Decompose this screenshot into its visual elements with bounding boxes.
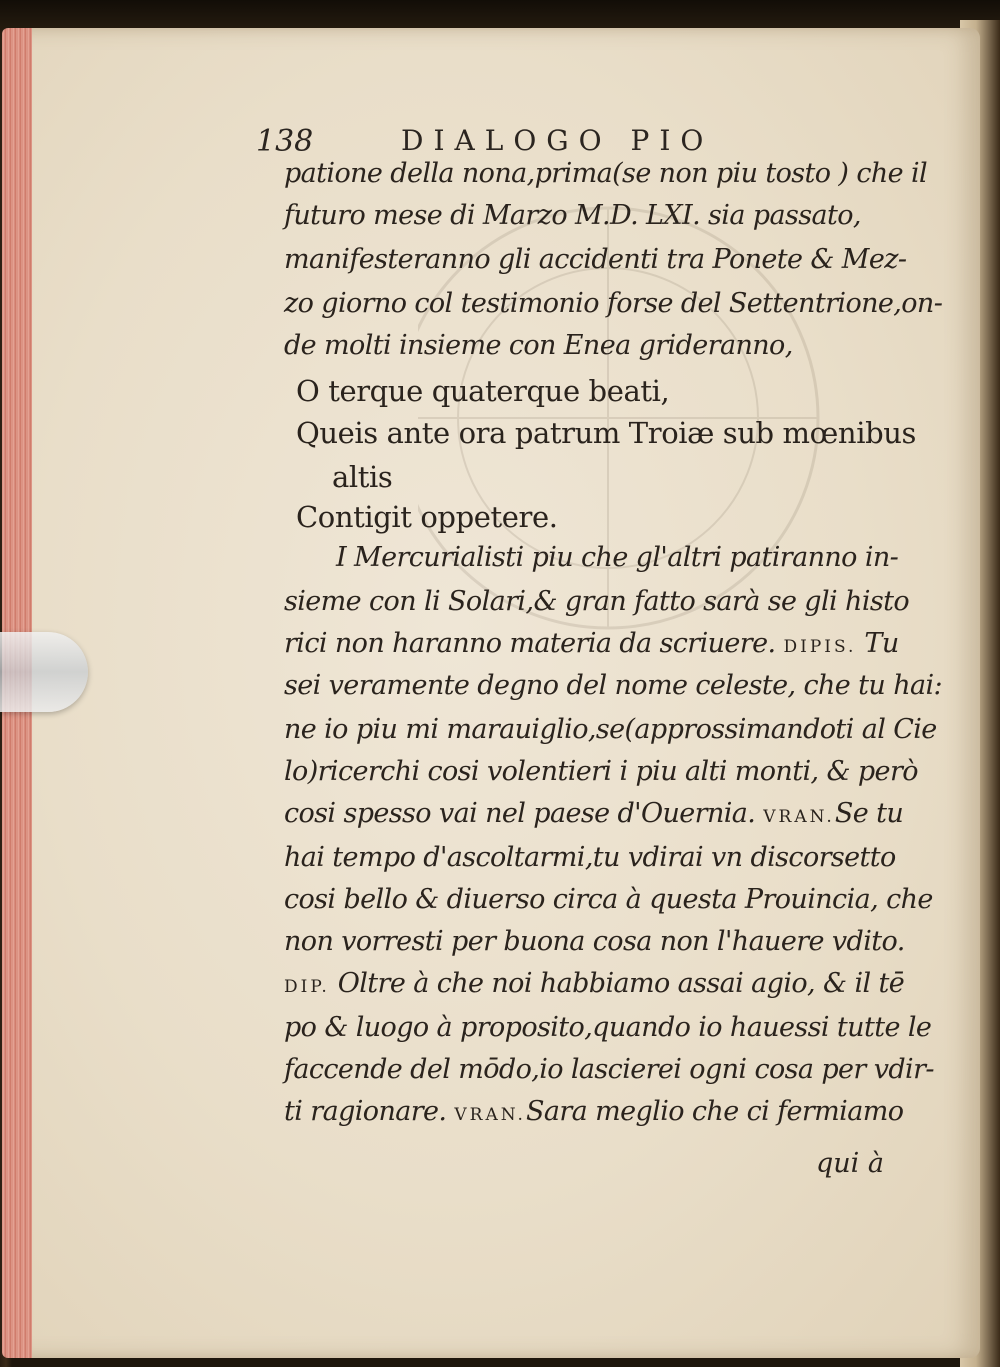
text-line [284, 1054, 934, 1085]
text-line [284, 244, 906, 275]
text-run: sei veramente degno del nome celeste, che tu hai: [284, 670, 943, 701]
text-line [284, 714, 937, 745]
speaker-label: DIPIS. [783, 637, 857, 657]
text-run: zo giorno col testimonio forse del Settentrione,on- [284, 288, 943, 319]
text-line [284, 756, 918, 787]
text-line [284, 798, 903, 829]
speaker-label: DIP. [284, 977, 330, 997]
text-line [284, 330, 793, 361]
text-run: I Mercurialisti piu che gl'altri patiranno in- [336, 542, 899, 573]
text-run: cosi spesso vai nel paese d'Ouernia. [284, 798, 764, 829]
speaker-label: VRAN. [454, 1105, 526, 1125]
text-line [284, 884, 933, 915]
text-run: Contigit oppetere. [296, 500, 558, 534]
text-run: Se tu [834, 798, 904, 829]
text-run: lo)ricerchi cosi volentieri i piu alti monti, & però [284, 756, 918, 787]
text-run: Queis ante ora patrum Troiæ sub mœnibus [296, 416, 916, 450]
running-title: DIALOGO PIO [401, 124, 714, 157]
text-line [284, 926, 905, 957]
text-run: altis [332, 460, 393, 494]
text-run: ti ragionare. [284, 1096, 455, 1127]
text-run: patione della nona,prima(se non piu tosto ) che il [284, 158, 928, 189]
text-run: po & luogo à proposito,quando io hauessi tutte le [284, 1012, 932, 1043]
text-run: futuro mese di Marzo M.D. LXI. sia passato, [284, 200, 861, 231]
text-run: cosi bello & diuerso circa à questa Prouincia, che [284, 884, 933, 915]
text-run: Sara meglio che ci fermiamo [525, 1096, 904, 1127]
text-line [284, 288, 942, 319]
text-line [284, 586, 909, 617]
text-run: O terque quaterque beati, [296, 374, 670, 408]
text-run: hai tempo d'ascoltarmi,tu vdirai vn discorsetto [284, 842, 896, 873]
text-run: non vorresti per buona cosa non l'hauere vdito. [284, 926, 905, 957]
text-line [284, 968, 904, 999]
text-line [332, 460, 392, 494]
text-line [284, 1096, 903, 1127]
text-run: de molti insieme con Enea grideranno, [284, 330, 793, 361]
text-line [284, 628, 899, 659]
text-line [284, 1012, 931, 1043]
text-line [296, 500, 558, 534]
text-run: rici non haranno materia da scriuere. [284, 628, 784, 659]
text-run: Tu [856, 628, 899, 659]
catchword: qui à [816, 1148, 884, 1179]
text-line [336, 542, 898, 573]
text-line [284, 158, 927, 189]
text-run: manifesteranno gli accidenti tra Ponete & Mez- [284, 244, 907, 275]
page-number: 138 [256, 124, 314, 159]
text-line [284, 200, 861, 231]
text-run: Oltre à che noi habbiamo assai agio, & il tē [329, 968, 905, 999]
text-run: faccende del mōdo,io lascierei ogni cosa per vdir- [284, 1054, 934, 1085]
text-line [296, 416, 916, 450]
text-run: ne io piu mi marauiglio,se(approssimandoti al Cie [284, 714, 937, 745]
text-line [296, 374, 669, 408]
page-holder-clip [0, 632, 88, 712]
text-line [284, 842, 896, 873]
text-line [284, 670, 942, 701]
text-run: sieme con li Solari,& gran fatto sarà se gli histo [284, 586, 910, 617]
speaker-label: VRAN. [763, 807, 835, 827]
